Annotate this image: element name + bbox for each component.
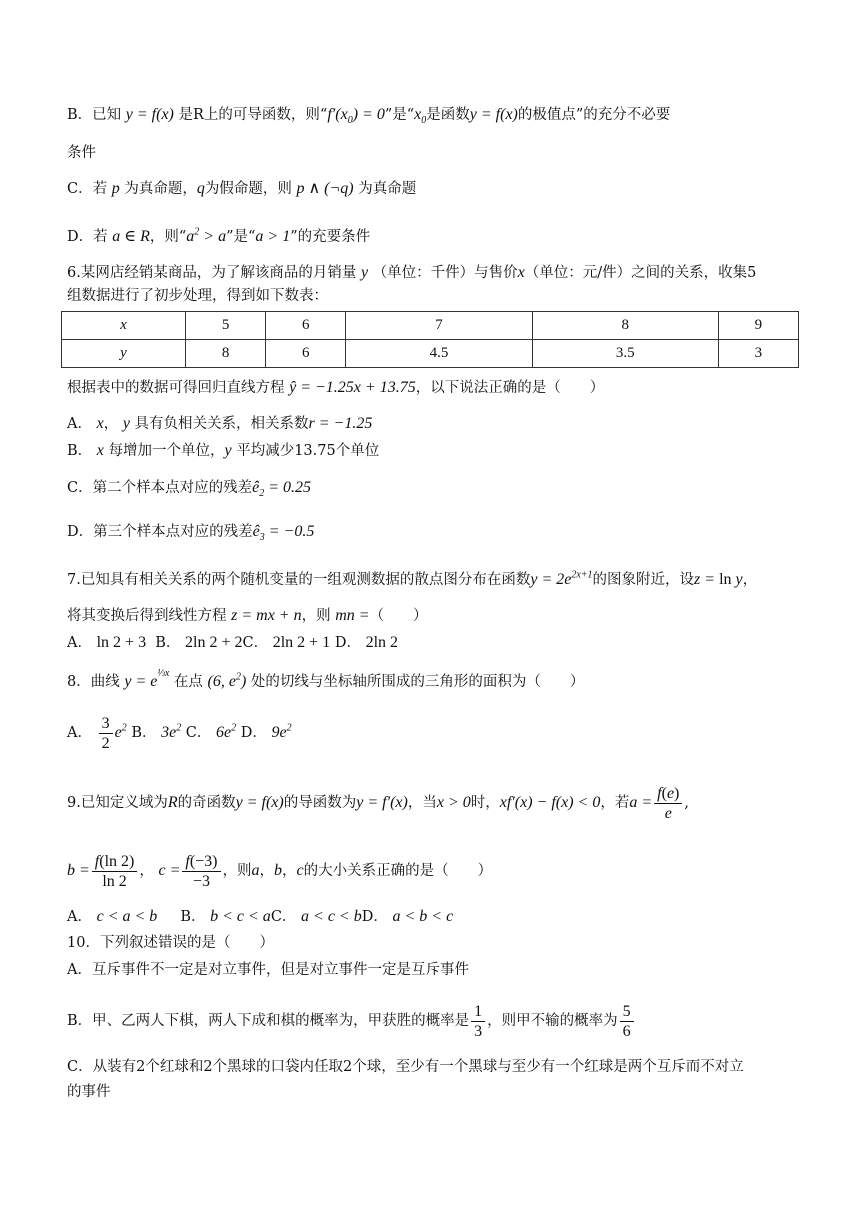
q10-stem: 10．下列叙述错误的是（ ） (67, 935, 274, 951)
formula: y = f′(x) (356, 794, 408, 811)
formula: q (196, 180, 205, 197)
formula: R (167, 794, 178, 811)
fraction-1-over-3: $\frac{1}{3}$ (471, 1002, 485, 1041)
formula: c = (158, 862, 181, 879)
table-cell: 3.5 (532, 340, 718, 368)
formula: x (96, 442, 104, 459)
text: 在点 (173, 674, 203, 690)
formula: xf′(x) − f(x) < 0 (499, 794, 601, 811)
formula: p ∧ (¬q) (296, 180, 354, 197)
text: C．第二个样本点对应的残差 (67, 480, 253, 496)
text: ，则甲不输的概率为 (487, 1013, 618, 1029)
table-header-y: y (62, 340, 186, 368)
text: 的导函数为 (283, 795, 357, 811)
q8-options (67, 710, 805, 756)
q9-stem-line2: b = $\frac{f(\ln 2)}{\ln 2}$ ， c = $\frac{f(-3)}{-3}$ ，则a，b，c的大小关系正确的是（ ） (67, 852, 493, 890)
text: B． (67, 443, 93, 459)
formula: c < a < b (96, 908, 158, 925)
text: 是R上的可导函数，则“ (178, 107, 328, 123)
formula: 2ln 2 (365, 634, 399, 651)
formula: x > 0 (436, 794, 471, 811)
formula: 2ln 2 + 2 (185, 634, 243, 651)
q5-option-d (67, 226, 805, 248)
formula: $ê_3 = -0.5$ (252, 523, 315, 544)
formula: $e^2$ (114, 722, 127, 741)
text: A． (67, 416, 92, 432)
q9-options (67, 906, 805, 928)
text: B． (180, 909, 206, 925)
q6-option-d (67, 521, 805, 543)
text: （单位：元/件）之间的关系，收集5 (524, 265, 757, 281)
text: C． (185, 725, 212, 741)
q10-option-b (67, 998, 805, 1044)
q6-option-c (67, 477, 805, 499)
formula: ln 2 + 3 (96, 634, 147, 651)
table-cell: 9 (718, 312, 798, 340)
formula: r = −1.25 (308, 415, 373, 432)
formula: y = f(x) (125, 106, 174, 123)
text: 9.已知定义域为 (67, 795, 168, 811)
text: ，则“ (149, 229, 187, 245)
formula: b (274, 862, 283, 879)
formula: $6e^2$ (216, 722, 237, 741)
text: ， (139, 863, 154, 879)
text: A． (67, 909, 92, 925)
table-cell: 6 (266, 312, 346, 340)
text: B． (155, 635, 181, 651)
formula: x (517, 264, 525, 281)
table-row (62, 312, 799, 340)
formula: b < c < a (210, 908, 271, 925)
text: （ ） (369, 608, 428, 624)
text: 7.已知具有相关关系的两个随机变量的一组观测数据的散点图分布在函数 (67, 572, 531, 588)
text: 每增加一个单位， (108, 443, 225, 459)
text: A． (67, 635, 92, 651)
formula: a > 1 (255, 228, 291, 245)
text: C．若 (67, 181, 108, 197)
text: 将其变换后得到线性方程 (67, 608, 227, 624)
text: 的极值点”的充分不必要 (517, 107, 671, 123)
q7-stem-line1 (67, 569, 805, 591)
formula: y = f(x) (469, 106, 518, 123)
text: B． (131, 725, 157, 741)
table-cell: 8 (186, 340, 266, 368)
q6-stem-line2: 组数据进行了初步处理，得到如下数表： (67, 288, 328, 304)
formula: (6, $e^2$) (207, 671, 247, 690)
formula: $f'(x_0) = 0$ (327, 106, 385, 127)
table-cell: 3 (718, 340, 798, 368)
text: ，则 (301, 608, 331, 624)
formula: $y = 2e^{2x+1}$ (530, 569, 593, 588)
formula: y = f(x) (235, 794, 284, 811)
text: 的大小关系正确的是（ ） (303, 863, 493, 879)
text: 为假命题，则 (204, 181, 292, 197)
text: 为真命题 (358, 181, 417, 197)
q9-stem-line1: 9.已知定义域为R的奇函数y = f(x)的导函数为y = f′(x)，当x > 0时，xf′(x) − f(x) < 0，若a = $\frac{f(e)}{e}$ , (67, 784, 689, 822)
formula: a < c < b (301, 908, 362, 925)
text: D． (334, 635, 361, 651)
q10-option-c-line2: 的事件 (67, 1084, 111, 1100)
table-row (62, 340, 799, 368)
formula: y (224, 442, 232, 459)
table-cell: 5 (186, 312, 266, 340)
text: ，以下说法正确的是（ ） (415, 380, 605, 396)
fraction-fe-over-e: $\frac{f(e)}{e}$ (654, 784, 682, 823)
formula: y (360, 264, 369, 281)
text: B．已知 (67, 107, 122, 123)
text: D．第三个样本点对应的残差 (67, 524, 253, 540)
formula: mn = (335, 607, 370, 624)
text: C． (242, 635, 269, 651)
text: ”是“ (384, 107, 415, 123)
text: 时， (470, 795, 500, 811)
fraction-3-over-2: $\frac{3}{2}$ (99, 714, 113, 753)
text: C． (270, 909, 297, 925)
text: D． (361, 909, 388, 925)
table-cell: 6 (266, 340, 346, 368)
formula: p (111, 180, 120, 197)
table-header-x: x (62, 312, 186, 340)
q7-stem-line2 (67, 605, 805, 627)
table-cell: 8 (532, 312, 718, 340)
text: ”是“ (226, 229, 256, 245)
text: （单位：千件）与售价 (372, 265, 518, 281)
formula: a (251, 862, 260, 879)
formula: c (296, 862, 304, 879)
formula: a = (629, 794, 653, 811)
text: ，则 (222, 863, 252, 879)
text: ，若 (600, 795, 630, 811)
q7-options (67, 632, 805, 654)
text: 根据表中的数据可得回归直线方程 (67, 380, 285, 396)
formula: y (122, 415, 130, 432)
q5-option-b-line2: 条件 (67, 145, 96, 161)
text: 6.某网店经销某商品，为了解该商品的月销量 (67, 265, 357, 281)
q5-option-b-line1 (67, 104, 805, 126)
text: 是函数 (426, 107, 470, 123)
table-cell: 7 (346, 312, 532, 340)
fraction-f-3-over-3: $\frac{f(-3)}{-3}$ (182, 852, 220, 891)
text: D．若 (67, 229, 108, 245)
formula: ŷ = −1.25x + 13.75 (289, 379, 416, 396)
q5-option-c (67, 178, 805, 200)
q6-regression-line (67, 377, 805, 399)
formula: z = ln y (694, 571, 743, 588)
formula: $a^2 > a$ (186, 226, 227, 245)
text: 具有负相关关系，相关系数 (134, 416, 309, 432)
text: ，当 (407, 795, 437, 811)
q10-option-a: A．互斥事件不一定是对立事件，但是对立事件一定是互斥事件 (67, 962, 469, 978)
formula: $x_0$ (414, 106, 427, 127)
text: 的奇函数 (177, 795, 236, 811)
formula: $9e^2$ (271, 722, 292, 741)
text: ， (742, 572, 758, 588)
text: 为真命题， (124, 181, 197, 197)
q6-stem-line1 (67, 262, 805, 284)
q8-stem (67, 667, 805, 693)
text: ， (103, 416, 119, 432)
text: D． (240, 725, 267, 741)
formula: a < b < c (392, 908, 454, 925)
q6-option-a (67, 413, 805, 435)
formula: a ∈ R (112, 228, 150, 245)
q6-option-b (67, 440, 805, 462)
formula: $y = e^{\frac{1}{3}x}$ (124, 667, 170, 690)
table-cell: 4.5 (346, 340, 532, 368)
formula: $3e^2$ (161, 722, 182, 741)
formula: z = mx + n (231, 607, 302, 624)
text: 处的切线与坐标轴所围成的三角形的面积为（ ） (250, 674, 585, 690)
text: ”的充要条件 (290, 229, 371, 245)
q6-data-table (61, 311, 799, 368)
fraction-fln2-over-ln2: $\frac{f(\ln 2)}{\ln 2}$ (92, 852, 138, 891)
text: 平均减少13.75个单位 (236, 443, 380, 459)
text: 8．曲线 (67, 674, 120, 690)
text: A． (67, 725, 92, 741)
formula: x (96, 415, 104, 432)
formula: 2ln 2 + 1 (272, 634, 331, 651)
formula: $ê_2 = 0.25$ (252, 479, 311, 500)
fraction-5-over-6: $\frac{5}{6}$ (620, 1002, 634, 1041)
q10-option-c-line1: C．从装有2个红球和2个黑球的口袋内任取2个球，至少有一个黑球与至少有一个红球是两个互斥而不对立 (67, 1059, 744, 1075)
text: 的图象附近，设 (592, 572, 695, 588)
text: B．甲、乙两人下棋，两人下成和棋的概率为，甲获胜的概率是 (67, 1013, 470, 1029)
formula: b = (67, 862, 90, 879)
